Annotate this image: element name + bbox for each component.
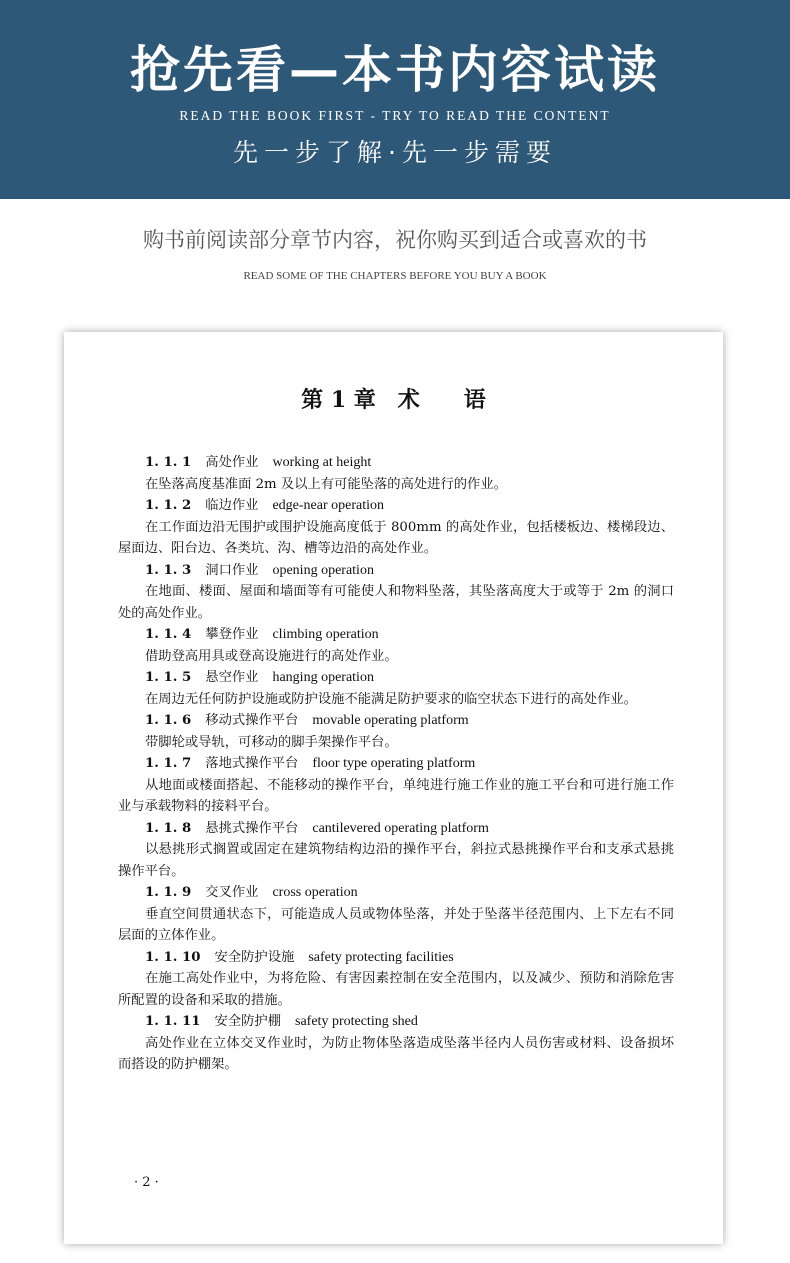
term-name-cn: 高处作业 — [205, 455, 259, 470]
term-entry — [118, 1011, 674, 1076]
term-number: 1. 1. 1 — [145, 455, 192, 470]
term-name-cn: 攀登作业 — [205, 627, 259, 642]
term-heading — [118, 1011, 674, 1033]
term-entry — [118, 710, 674, 753]
term-name-en: edge-near operation — [272, 498, 385, 513]
term-name-cn: 交叉作业 — [205, 885, 259, 900]
term-heading — [118, 818, 674, 840]
term-definition: 在坠落高度基准面 2m 及以上有可能坠落的高处进行的作业。 — [145, 476, 507, 492]
term-definition: 在周边无任何防护设施或防护设施不能满足防护要求的临空状态下进行的高处作业。 — [145, 691, 637, 707]
term-number: 1. 1. 3 — [145, 562, 192, 578]
term-definition: 垂直空间贯通状态下，可能造成人员或物体坠落，并处于坠落半径范围内、上下左右不同层面的立体作业。 — [118, 906, 674, 943]
term-heading — [118, 667, 674, 689]
term-name-en: cross operation — [272, 885, 358, 900]
term-name-cn: 落地式操作平台 — [205, 756, 299, 771]
term-definition: 在地面、楼面、屋面和墙面等有可能使人和物料坠落，其坠落高度大于或等于 2m 的洞口处的高处作业。 — [118, 584, 674, 621]
term-entry — [118, 667, 674, 710]
term-entry — [118, 495, 674, 560]
term-entry — [118, 560, 674, 625]
term-number: 1. 1. 7 — [145, 756, 192, 771]
term-name-cn: 临边作业 — [205, 498, 259, 513]
term-entry — [118, 624, 674, 667]
term-heading — [118, 560, 674, 582]
term-heading — [118, 710, 674, 732]
term-number: 1. 1. 8 — [145, 820, 192, 836]
term-name-en: safety protecting facilities — [308, 949, 454, 965]
term-entry — [118, 882, 674, 947]
term-entry — [118, 947, 674, 1012]
term-name-cn: 悬空作业 — [205, 670, 259, 685]
intro-text-cn: 购书前阅读部分章节内容，祝你购买到适合或喜欢的书 — [143, 228, 647, 252]
term-heading — [118, 452, 674, 474]
intro-text-en: READ SOME OF THE CHAPTERS BEFORE YOU BUY A BOOK — [243, 270, 547, 282]
term-name-en: hanging operation — [272, 670, 374, 685]
term-definition: 在施工高处作业中，为将危险、有害因素控制在安全范围内，以及减少、预防和消除危害所配置的设备和采取的措施。 — [118, 971, 674, 1008]
term-name-cn: 安全防护设施 — [214, 949, 295, 965]
term-number: 1. 1. 11 — [145, 1014, 201, 1029]
term-definition: 在工作面边沿无围护或围护设施高度低于 800mm 的高处作业，包括楼板边、楼梯段边、屋面边、阳台边、各类坑、沟、槽等边沿的高处作业。 — [118, 519, 674, 556]
term-entry — [118, 818, 674, 883]
banner-subtitle-en: READ THE BOOK FIRST - TRY TO READ THE CONTENT — [179, 108, 611, 123]
term-name-en: safety protecting shed — [295, 1014, 418, 1029]
term-name-en: cantilevered operating platform — [312, 820, 489, 836]
header-banner — [0, 0, 790, 199]
term-heading — [118, 495, 674, 517]
term-entry — [118, 753, 674, 818]
term-name-en: floor type operating platform — [312, 756, 476, 771]
term-name-cn: 移动式操作平台 — [205, 713, 299, 728]
banner-title: 抢先看—本书内容试读 — [130, 41, 660, 99]
term-heading — [118, 947, 674, 969]
term-name-en: movable operating platform — [312, 713, 469, 728]
chapter-title: 第 1 章 术 语 — [301, 387, 486, 413]
term-name-en: opening operation — [272, 562, 374, 578]
term-number: 1. 1. 4 — [145, 627, 192, 642]
term-name-cn: 洞口作业 — [205, 562, 259, 578]
term-heading — [118, 882, 674, 904]
term-number: 1. 1. 10 — [145, 949, 201, 965]
term-heading — [118, 753, 674, 775]
term-name-cn: 悬挑式操作平台 — [205, 820, 299, 836]
term-name-en: climbing operation — [272, 627, 379, 642]
term-name-cn: 安全防护棚 — [214, 1014, 282, 1029]
terms-list — [118, 452, 674, 1076]
term-name-en: working at height — [272, 455, 372, 470]
term-number: 1. 1. 6 — [145, 713, 192, 728]
page-number: · 2 · — [134, 1175, 159, 1190]
term-number: 1. 1. 9 — [145, 885, 192, 900]
term-number: 1. 1. 2 — [145, 498, 192, 513]
term-heading — [118, 624, 674, 646]
term-definition: 以悬挑形式搁置或固定在建筑物结构边沿的操作平台，斜拉式悬挑操作平台和支承式悬挑操作平台。 — [118, 842, 674, 879]
term-definition: 带脚轮或导轨，可移动的脚手架操作平台。 — [145, 734, 398, 750]
banner-subtitle-cn: 先一步了解·先一步需要 — [233, 138, 557, 167]
term-definition: 高处作业在立体交叉作业时，为防止物体坠落造成坠落半径内人员伤害或材料、设备损坏而搭设的防护棚架。 — [118, 1035, 674, 1072]
term-entry — [118, 452, 674, 495]
term-number: 1. 1. 5 — [145, 670, 192, 685]
term-definition: 借助登高用具或登高设施进行的高处作业。 — [145, 648, 398, 664]
term-definition: 从地面或楼面搭起、不能移动的操作平台，单纯进行施工作业的施工平台和可进行施工作业与承载物料的接料平台。 — [118, 777, 674, 814]
book-page-preview — [64, 332, 723, 1244]
